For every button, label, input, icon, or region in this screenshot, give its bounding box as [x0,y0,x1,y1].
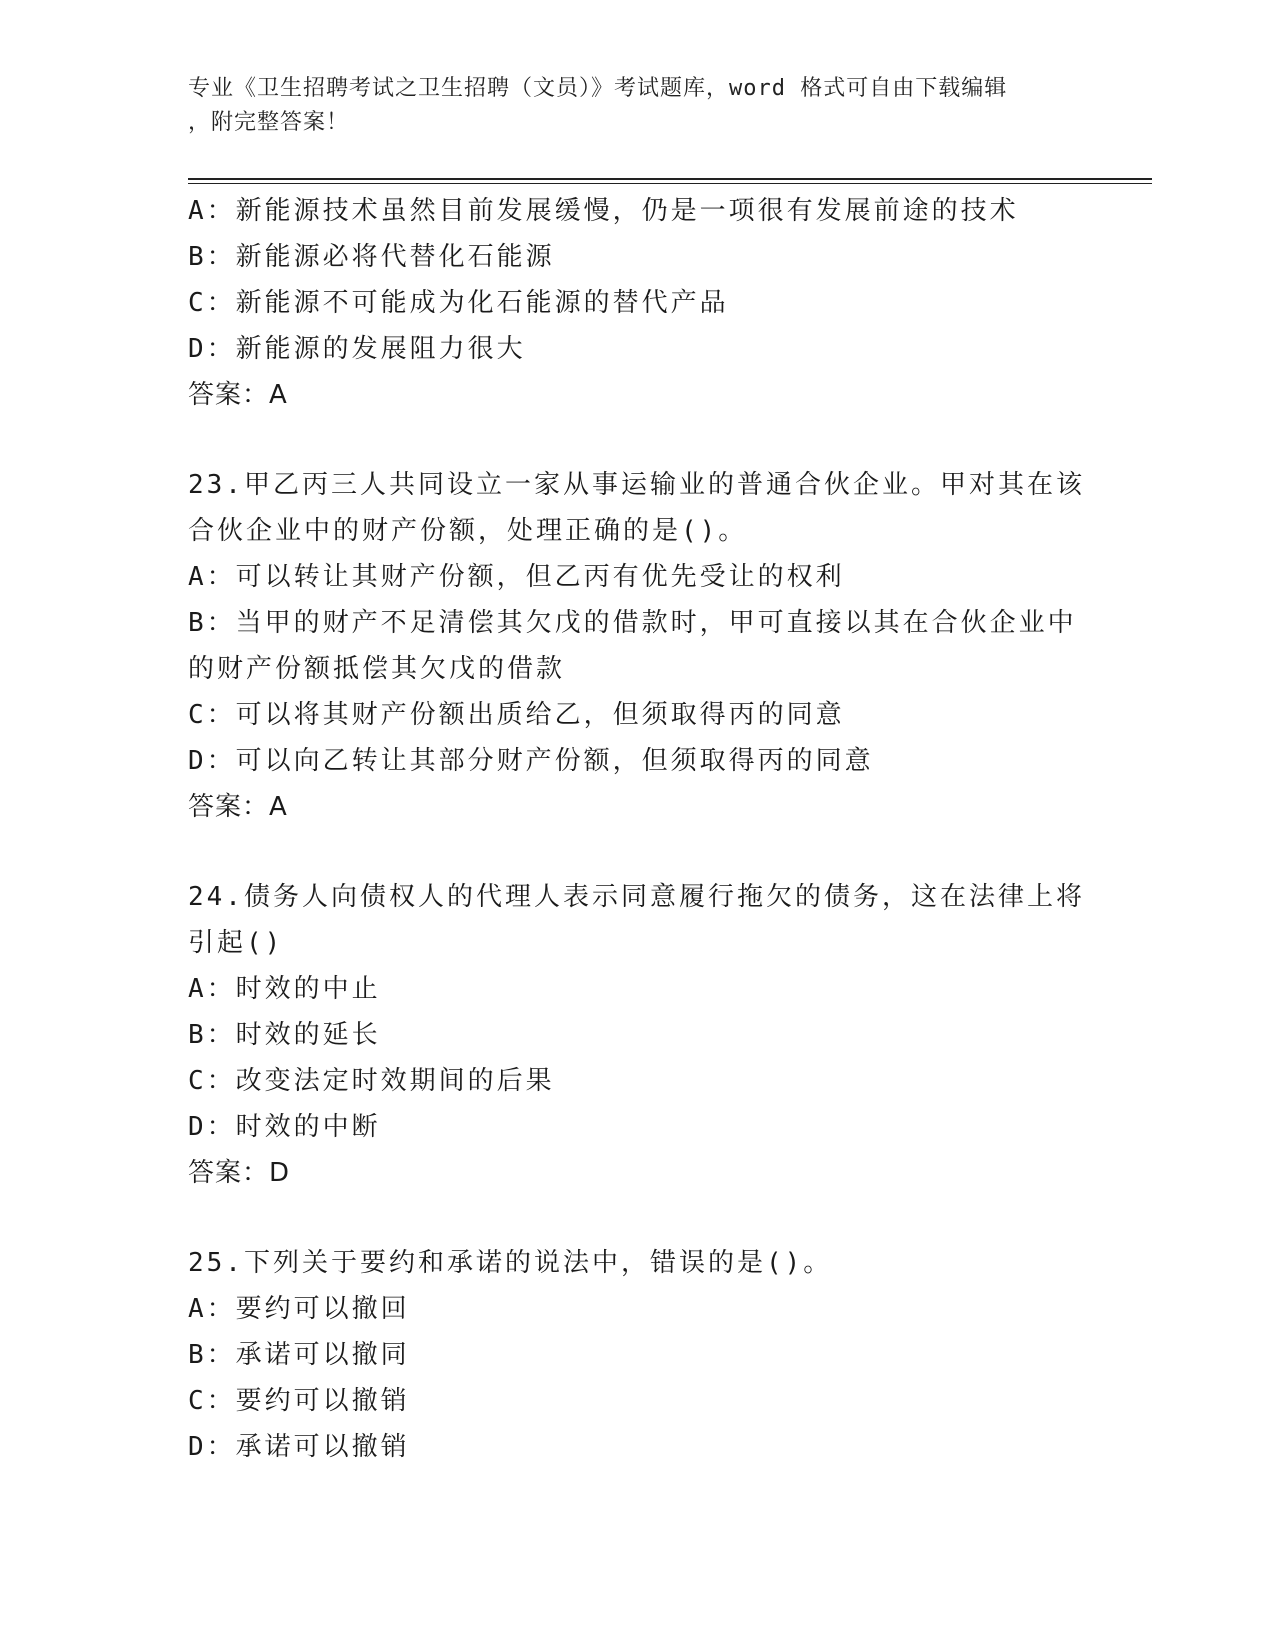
option-b-continued: 的财产份额抵偿其欠戊的借款 [188,654,566,684]
option-c: C：改变法定时效期间的后果 [188,1066,555,1096]
option-c: C：可以将其财产份额出质给乙，但须取得丙的同意 [188,700,845,730]
question-stem: 合伙企业中的财产份额，处理正确的是()。 [188,516,748,546]
answer-line: 答案：A [188,792,288,822]
option-d: D：新能源的发展阻力很大 [188,334,526,364]
option-b: B：时效的延长 [188,1020,381,1050]
option-a: A：时效的中止 [188,974,381,1004]
question-stem: 24.债务人向债权人的代理人表示同意履行拖欠的债务，这在法律上将 [188,882,1085,912]
answer-line: 答案：D [188,1158,291,1188]
option-a: A：要约可以撤回 [188,1294,410,1324]
option-b: B：当甲的财产不足清偿其欠戊的借款时，甲可直接以其在合伙企业中 [188,608,1077,638]
question-stem: 23.甲乙丙三人共同设立一家从事运输业的普通合伙企业。甲对其在该 [188,470,1085,500]
question-24 [188,874,1088,1196]
option-c: C：要约可以撤销 [188,1386,410,1416]
question-23 [188,462,1088,830]
option-b: B：新能源必将代替化石能源 [188,242,555,272]
header-divider-thick [188,178,1152,180]
option-d: D：可以向乙转让其部分财产份额，但须取得丙的同意 [188,746,874,776]
document-header [188,72,1088,140]
header-line-2: ，附完整答案！ [188,110,350,135]
question-25 [188,1240,1088,1470]
question-list [188,188,1088,1470]
question-22 [188,188,1088,418]
option-d: D：承诺可以撤销 [188,1432,410,1462]
option-c: C：新能源不可能成为化石能源的替代产品 [188,288,729,318]
option-b: B：承诺可以撤同 [188,1340,410,1370]
header-divider-thin [188,183,1152,184]
option-a: A：可以转让其财产份额，但乙丙有优先受让的权利 [188,562,845,592]
option-a: A：新能源技术虽然目前发展缓慢，仍是一项很有发展前途的技术 [188,196,1019,226]
question-stem: 引起() [188,928,284,958]
question-stem: 25.下列关于要约和承诺的说法中，错误的是()。 [188,1248,833,1278]
answer-line: 答案：A [188,380,288,410]
option-d: D：时效的中断 [188,1112,381,1142]
header-line-1: 专业《卫生招聘考试之卫生招聘（文员）》考试题库，word 格式可自由下载编辑 [188,76,1008,101]
